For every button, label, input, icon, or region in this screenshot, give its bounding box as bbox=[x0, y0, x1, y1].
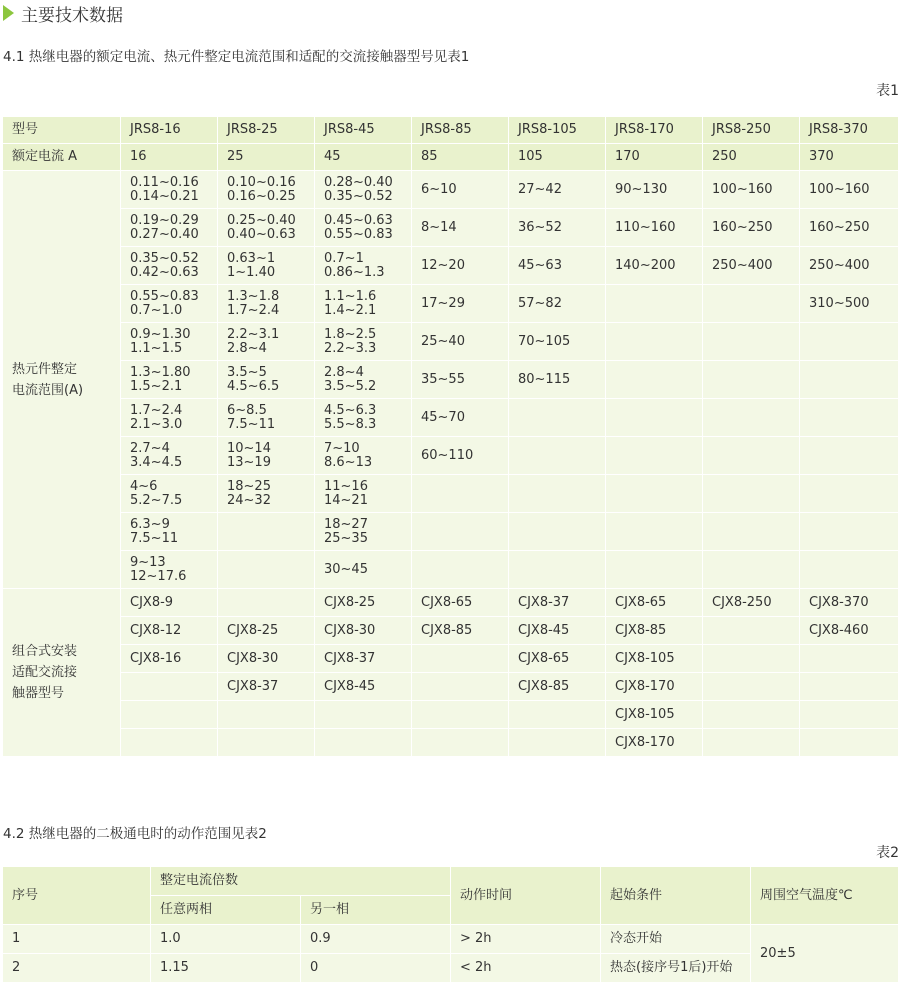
range-value: 1.8~2.5 bbox=[324, 326, 377, 342]
range-cell bbox=[509, 475, 606, 513]
contactor-cell: CJX8-65 bbox=[509, 645, 606, 673]
table-row bbox=[3, 645, 899, 673]
range-cell: 27~42 bbox=[509, 171, 606, 209]
current-cell: 45 bbox=[315, 144, 412, 171]
t2-cell-time: < 2h bbox=[451, 954, 601, 983]
contactor-cell bbox=[509, 701, 606, 729]
t2-cell-temp: 20±5 bbox=[751, 925, 899, 983]
range-value: 1.1~1.6 bbox=[324, 288, 377, 304]
range-cell: 25~40 bbox=[412, 323, 509, 361]
range-cell bbox=[509, 513, 606, 551]
range-value: 0.35~0.52 bbox=[130, 250, 199, 266]
range-cell bbox=[703, 551, 800, 589]
range-value: 0.27~0.40 bbox=[130, 226, 199, 242]
table2-title: 4.2 热继电器的二极通电时的动作范围见表2 bbox=[3, 826, 267, 842]
range-value: 11~16 bbox=[324, 478, 368, 494]
t2-header-multiple: 整定电流倍数 bbox=[151, 867, 451, 896]
range-cell: 45~70 bbox=[412, 399, 509, 437]
contactor-cell bbox=[703, 729, 800, 757]
range-value: 4.5~6.5 bbox=[227, 378, 280, 394]
t2-cell-start: 热态(接序号1后)开始 bbox=[601, 954, 751, 983]
range-value: 0.28~0.40 bbox=[324, 174, 393, 190]
range-value: 14~21 bbox=[324, 492, 368, 508]
range-cell bbox=[121, 361, 218, 399]
range-cell bbox=[800, 399, 899, 437]
contactor-label-line: 触器型号 bbox=[12, 686, 65, 701]
range-cell: 12~20 bbox=[412, 247, 509, 285]
range-value: 0.25~0.40 bbox=[227, 212, 296, 228]
range-cell bbox=[800, 437, 899, 475]
contactor-label-line: 适配交流接 bbox=[12, 665, 78, 680]
range-value: 7.5~11 bbox=[130, 530, 179, 546]
range-cell bbox=[121, 399, 218, 437]
heading-text: 主要技术数据 bbox=[21, 5, 123, 26]
range-label-line: 热元件整定 bbox=[12, 361, 78, 377]
current-cell: 25 bbox=[218, 144, 315, 171]
range-value: 0.86~1.3 bbox=[324, 264, 385, 280]
contactor-cell: CJX8-45 bbox=[315, 673, 412, 701]
contactor-cell bbox=[412, 645, 509, 673]
spec-table-1 bbox=[2, 116, 899, 757]
table-row bbox=[3, 171, 899, 209]
range-cell bbox=[800, 475, 899, 513]
contactor-cell bbox=[703, 645, 800, 673]
t2-header-start: 起始条件 bbox=[601, 867, 751, 925]
range-cell bbox=[121, 513, 218, 551]
range-cell bbox=[121, 551, 218, 589]
range-cell bbox=[703, 399, 800, 437]
range-cell: 80~115 bbox=[509, 361, 606, 399]
range-value: 18~27 bbox=[324, 516, 368, 532]
contactor-cell bbox=[703, 701, 800, 729]
range-cell: 45~63 bbox=[509, 247, 606, 285]
range-cell bbox=[315, 361, 412, 399]
range-cell bbox=[218, 209, 315, 247]
range-cell bbox=[218, 285, 315, 323]
contactor-cell: CJX8-250 bbox=[703, 589, 800, 617]
range-cell bbox=[800, 551, 899, 589]
range-cell: 160~250 bbox=[703, 209, 800, 247]
range-value: 0.35~0.52 bbox=[324, 188, 393, 204]
contactor-cell bbox=[412, 701, 509, 729]
range-value: 5.5~8.3 bbox=[324, 416, 377, 432]
contactor-cell: CJX8-37 bbox=[218, 673, 315, 701]
current-cell: 16 bbox=[121, 144, 218, 171]
table-row bbox=[3, 551, 899, 589]
current-row bbox=[3, 144, 899, 171]
range-cell: 90~130 bbox=[606, 171, 703, 209]
range-cell bbox=[218, 513, 315, 551]
range-value: 30~45 bbox=[324, 561, 368, 577]
range-value: 5.2~7.5 bbox=[130, 492, 183, 508]
range-value: 1.3~1.8 bbox=[227, 288, 280, 304]
range-cell bbox=[315, 285, 412, 323]
range-value: 0.11~0.16 bbox=[130, 174, 199, 190]
range-value: 10~14 bbox=[227, 440, 271, 456]
range-cell: 250~400 bbox=[703, 247, 800, 285]
range-cell bbox=[218, 551, 315, 589]
range-value: 8.6~13 bbox=[324, 454, 373, 470]
range-value: 1.7~2.4 bbox=[130, 402, 183, 418]
range-cell bbox=[606, 513, 703, 551]
range-value: 18~25 bbox=[227, 478, 271, 494]
range-cell bbox=[121, 247, 218, 285]
range-cell bbox=[606, 475, 703, 513]
range-cell: 17~29 bbox=[412, 285, 509, 323]
current-cell: 105 bbox=[509, 144, 606, 171]
contactor-cell: CJX8-170 bbox=[606, 673, 703, 701]
current-cell: 85 bbox=[412, 144, 509, 171]
range-value: 2.7~4 bbox=[130, 440, 170, 456]
range-value: 24~32 bbox=[227, 492, 271, 508]
range-cell bbox=[800, 361, 899, 399]
range-cell bbox=[121, 475, 218, 513]
range-value: 6~8.5 bbox=[227, 402, 267, 418]
range-value: 1.4~2.1 bbox=[324, 302, 377, 318]
contactor-cell: CJX8-37 bbox=[509, 589, 606, 617]
range-cell bbox=[703, 437, 800, 475]
range-cell: 36~52 bbox=[509, 209, 606, 247]
range-cell bbox=[315, 437, 412, 475]
range-value: 0.14~0.21 bbox=[130, 188, 199, 204]
range-value: 2.2~3.3 bbox=[324, 340, 377, 356]
range-value: 1~1.40 bbox=[227, 264, 276, 280]
table-row bbox=[3, 475, 899, 513]
section-heading bbox=[3, 2, 123, 24]
range-value: 0.10~0.16 bbox=[227, 174, 296, 190]
range-value: 7.5~11 bbox=[227, 416, 276, 432]
range-cell bbox=[315, 399, 412, 437]
range-cell bbox=[315, 323, 412, 361]
table-row bbox=[3, 323, 899, 361]
range-cell bbox=[218, 437, 315, 475]
range-cell bbox=[218, 361, 315, 399]
range-cell: 110~160 bbox=[606, 209, 703, 247]
range-value: 0.42~0.63 bbox=[130, 264, 199, 280]
t2-header-any-two: 任意两相 bbox=[151, 896, 301, 925]
contactor-cell: CJX8-65 bbox=[412, 589, 509, 617]
range-cell bbox=[121, 323, 218, 361]
range-value: 0.19~0.29 bbox=[130, 212, 199, 228]
range-value: 3.5~5 bbox=[227, 364, 267, 380]
range-cell bbox=[315, 209, 412, 247]
table-row bbox=[3, 361, 899, 399]
row-label-model: 型号 bbox=[3, 117, 121, 144]
table1-title: 4.1 热继电器的额定电流、热元件整定电流范围和适配的交流接触器型号见表1 bbox=[3, 49, 470, 65]
table1-caption: 表1 bbox=[876, 83, 899, 99]
range-cell bbox=[509, 399, 606, 437]
range-value: 4.5~6.3 bbox=[324, 402, 377, 418]
t2-header-time: 动作时间 bbox=[451, 867, 601, 925]
contactor-cell: CJX8-105 bbox=[606, 645, 703, 673]
t2-header-temp: 周围空气温度℃ bbox=[751, 867, 899, 925]
range-cell bbox=[800, 513, 899, 551]
t2-header-seq: 序号 bbox=[3, 867, 151, 925]
range-value: 4~6 bbox=[130, 478, 158, 494]
range-value: 7~10 bbox=[324, 440, 360, 456]
contactor-cell bbox=[218, 729, 315, 757]
table-row bbox=[3, 437, 899, 475]
range-cell: 8~14 bbox=[412, 209, 509, 247]
range-cell bbox=[218, 475, 315, 513]
range-cell bbox=[121, 437, 218, 475]
contactor-cell: CJX8-85 bbox=[509, 673, 606, 701]
table-row bbox=[3, 673, 899, 701]
contactor-cell: CJX8-45 bbox=[509, 617, 606, 645]
model-cell: JRS8-170 bbox=[606, 117, 703, 144]
contactor-cell bbox=[703, 617, 800, 645]
range-value: 1.3~1.80 bbox=[130, 364, 191, 380]
table-row bbox=[3, 399, 899, 437]
range-value: 0.55~0.83 bbox=[130, 288, 199, 304]
range-cell: 60~110 bbox=[412, 437, 509, 475]
range-cell bbox=[218, 171, 315, 209]
range-value: 6.3~9 bbox=[130, 516, 170, 532]
range-cell bbox=[606, 323, 703, 361]
contactor-cell: CJX8-30 bbox=[218, 645, 315, 673]
contactor-cell: CJX8-30 bbox=[315, 617, 412, 645]
range-value: 2.8~4 bbox=[227, 340, 267, 356]
contactor-cell: CJX8-460 bbox=[800, 617, 899, 645]
range-cell bbox=[703, 323, 800, 361]
range-cell: 310~500 bbox=[800, 285, 899, 323]
range-value: 0.16~0.25 bbox=[227, 188, 296, 204]
spec-table-2 bbox=[2, 866, 899, 983]
table-row bbox=[3, 925, 899, 954]
range-cell bbox=[315, 247, 412, 285]
range-cell bbox=[121, 171, 218, 209]
t2-header-other: 另一相 bbox=[301, 896, 451, 925]
range-value: 12~17.6 bbox=[130, 568, 187, 584]
triangle-bullet-icon bbox=[3, 5, 14, 21]
contactor-cell bbox=[218, 589, 315, 617]
model-cell: JRS8-105 bbox=[509, 117, 606, 144]
range-value: 3.4~4.5 bbox=[130, 454, 183, 470]
range-cell bbox=[703, 285, 800, 323]
contactor-cell: CJX8-85 bbox=[606, 617, 703, 645]
contactor-cell: CJX8-37 bbox=[315, 645, 412, 673]
contactor-cell bbox=[800, 729, 899, 757]
range-value: 1.5~2.1 bbox=[130, 378, 183, 394]
table-row bbox=[3, 285, 899, 323]
table-row bbox=[3, 617, 899, 645]
range-cell bbox=[121, 285, 218, 323]
table-row bbox=[3, 209, 899, 247]
range-cell bbox=[606, 551, 703, 589]
contactor-cell bbox=[121, 729, 218, 757]
model-cell: JRS8-250 bbox=[703, 117, 800, 144]
contactor-cell bbox=[121, 673, 218, 701]
t2-cell-seq: 1 bbox=[3, 925, 151, 954]
range-value: 9~13 bbox=[130, 554, 166, 570]
contactor-cell: CJX8-25 bbox=[315, 589, 412, 617]
range-value: 0.63~1 bbox=[227, 250, 276, 266]
range-cell bbox=[315, 513, 412, 551]
range-value: 0.45~0.63 bbox=[324, 212, 393, 228]
range-cell bbox=[606, 361, 703, 399]
range-cell bbox=[315, 475, 412, 513]
range-cell bbox=[509, 437, 606, 475]
contactor-cell: CJX8-9 bbox=[121, 589, 218, 617]
contactor-cell: CJX8-85 bbox=[412, 617, 509, 645]
range-value: 3.5~5.2 bbox=[324, 378, 377, 394]
range-label-line: 电流范围(A) bbox=[12, 382, 84, 398]
t2-cell-time: > 2h bbox=[451, 925, 601, 954]
table-row bbox=[3, 247, 899, 285]
range-cell bbox=[800, 323, 899, 361]
contactor-label-line: 组合式安装 bbox=[12, 644, 78, 659]
table-row bbox=[3, 513, 899, 551]
contactor-cell bbox=[121, 701, 218, 729]
contactor-cell bbox=[218, 701, 315, 729]
model-cell: JRS8-16 bbox=[121, 117, 218, 144]
range-cell bbox=[218, 247, 315, 285]
range-value: 25~35 bbox=[324, 530, 368, 546]
range-cell bbox=[703, 361, 800, 399]
contactor-cell bbox=[412, 729, 509, 757]
contactor-cell bbox=[315, 701, 412, 729]
contactor-cell: CJX8-12 bbox=[121, 617, 218, 645]
contactor-cell bbox=[800, 645, 899, 673]
t2-cell-any: 1.0 bbox=[151, 925, 301, 954]
table-row bbox=[3, 589, 899, 617]
current-cell: 250 bbox=[703, 144, 800, 171]
range-cell: 6~10 bbox=[412, 171, 509, 209]
range-value: 1.7~2.4 bbox=[227, 302, 280, 318]
contactor-cell bbox=[412, 673, 509, 701]
table-row bbox=[3, 729, 899, 757]
range-cell bbox=[412, 475, 509, 513]
range-cell bbox=[412, 551, 509, 589]
range-value: 0.7~1.0 bbox=[130, 302, 183, 318]
range-cell: 140~200 bbox=[606, 247, 703, 285]
range-cell bbox=[509, 551, 606, 589]
range-value: 2.8~4 bbox=[324, 364, 364, 380]
contactor-cell bbox=[703, 673, 800, 701]
range-cell: 35~55 bbox=[412, 361, 509, 399]
t2-cell-other: 0 bbox=[301, 954, 451, 983]
range-cell bbox=[315, 551, 412, 589]
model-cell: JRS8-85 bbox=[412, 117, 509, 144]
range-cell bbox=[218, 399, 315, 437]
model-cell: JRS8-45 bbox=[315, 117, 412, 144]
contactor-cell bbox=[800, 701, 899, 729]
model-row bbox=[3, 117, 899, 144]
model-cell: JRS8-25 bbox=[218, 117, 315, 144]
range-cell: 160~250 bbox=[800, 209, 899, 247]
t2-cell-other: 0.9 bbox=[301, 925, 451, 954]
t2-cell-any: 1.15 bbox=[151, 954, 301, 983]
contactor-cell: CJX8-25 bbox=[218, 617, 315, 645]
range-cell: 100~160 bbox=[703, 171, 800, 209]
contactor-cell bbox=[800, 673, 899, 701]
range-cell bbox=[412, 513, 509, 551]
contactor-cell bbox=[315, 729, 412, 757]
range-cell bbox=[606, 285, 703, 323]
range-cell bbox=[121, 209, 218, 247]
range-cell bbox=[703, 513, 800, 551]
current-cell: 170 bbox=[606, 144, 703, 171]
contactor-cell: CJX8-16 bbox=[121, 645, 218, 673]
range-value: 0.55~0.83 bbox=[324, 226, 393, 242]
range-value: 13~19 bbox=[227, 454, 271, 470]
range-cell bbox=[606, 399, 703, 437]
contactor-cell: CJX8-65 bbox=[606, 589, 703, 617]
range-cell bbox=[218, 323, 315, 361]
contactor-cell: CJX8-105 bbox=[606, 701, 703, 729]
table-row bbox=[3, 701, 899, 729]
contactor-label bbox=[3, 589, 121, 757]
range-cell: 70~105 bbox=[509, 323, 606, 361]
t2-cell-seq: 2 bbox=[3, 954, 151, 983]
range-value: 0.7~1 bbox=[324, 250, 364, 266]
model-cell: JRS8-370 bbox=[800, 117, 899, 144]
range-cell: 100~160 bbox=[800, 171, 899, 209]
contactor-cell: CJX8-370 bbox=[800, 589, 899, 617]
range-cell bbox=[315, 171, 412, 209]
range-value: 0.9~1.30 bbox=[130, 326, 191, 342]
range-cell: 57~82 bbox=[509, 285, 606, 323]
range-value: 2.2~3.1 bbox=[227, 326, 280, 342]
current-cell: 370 bbox=[800, 144, 899, 171]
range-cell: 250~400 bbox=[800, 247, 899, 285]
range-cell bbox=[606, 437, 703, 475]
range-value: 2.1~3.0 bbox=[130, 416, 183, 432]
table2-caption: 表2 bbox=[876, 845, 899, 861]
range-label bbox=[3, 171, 121, 589]
range-value: 0.40~0.63 bbox=[227, 226, 296, 242]
contactor-cell: CJX8-170 bbox=[606, 729, 703, 757]
range-value: 1.1~1.5 bbox=[130, 340, 183, 356]
contactor-cell bbox=[509, 729, 606, 757]
row-label-current: 额定电流 A bbox=[3, 144, 121, 171]
range-cell bbox=[703, 475, 800, 513]
t2-cell-start: 冷态开始 bbox=[601, 925, 751, 954]
